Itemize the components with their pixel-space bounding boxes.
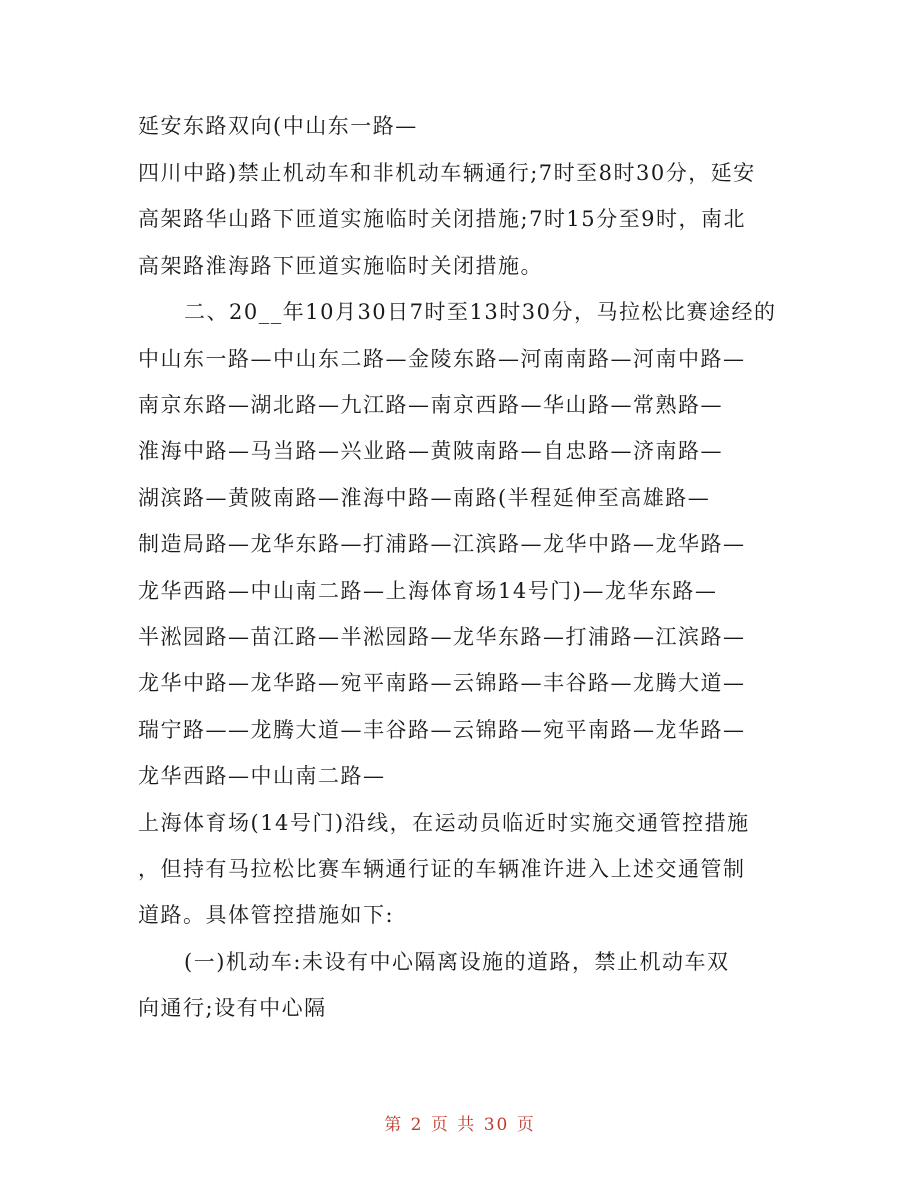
text-line: ，但持有马拉松比赛车辆通行证的车辆准许进入上述交通管制 [138, 857, 746, 881]
text-line: 瑞宁路——龙腾大道—丰谷路—云锦路—宛平南路—龙华路— [138, 718, 746, 742]
paragraph-start-line: (一)机动车:未设有中心隔离设施的道路，禁止机动车双 [184, 950, 730, 974]
text-line: 半淞园路—苗江路—半淞园路—龙华东路—打浦路—江滨路— [138, 625, 746, 649]
text-line: 上海体育场(14号门)沿线，在运动员临近时实施交通管控措施 [138, 811, 750, 835]
paragraph-start-line: 二、20__年10月30日7时至13时30分，马拉松比赛途经的 [184, 300, 777, 324]
text-line: 道路。具体管控措施如下: [138, 903, 395, 927]
page-number-footer: 第 2 页 共 30 页 [384, 1115, 536, 1135]
text-line: 向通行;设有中心隔 [138, 996, 327, 1020]
text-line: 制造局路—龙华东路—打浦路—江滨路—龙华中路—龙华路— [138, 532, 746, 556]
text-line: 南京东路—湖北路—九江路—南京西路—华山路—常熟路— [138, 393, 723, 417]
text-line: 龙华中路—龙华路—宛平南路—云锦路—丰谷路—龙腾大道— [138, 671, 746, 695]
text-line: 高架路淮海路下匝道实施临时关闭措施。 [138, 254, 543, 278]
text-line: 淮海中路—马当路—兴业路—黄陂南路—自忠路—济南路— [138, 439, 723, 463]
text-line: 湖滨路—黄陂南路—淮海中路—南路(半程延伸至高雄路— [138, 486, 711, 510]
text-line: 延安东路双向(中山东一路— [138, 114, 418, 138]
text-line: 四川中路)禁止机动车和非机动车辆通行;7时至8时30分，延安 [138, 161, 756, 185]
text-line: 中山东一路—中山东二路—金陵东路—河南南路—河南中路— [138, 347, 746, 371]
text-line: 龙华西路—中山南二路— [138, 764, 386, 788]
text-line: 高架路华山路下匝道实施临时关闭措施;7时15分至9时，南北 [138, 207, 747, 231]
text-line: 龙华西路—中山南二路—上海体育场14号门)—龙华东路— [138, 579, 718, 603]
